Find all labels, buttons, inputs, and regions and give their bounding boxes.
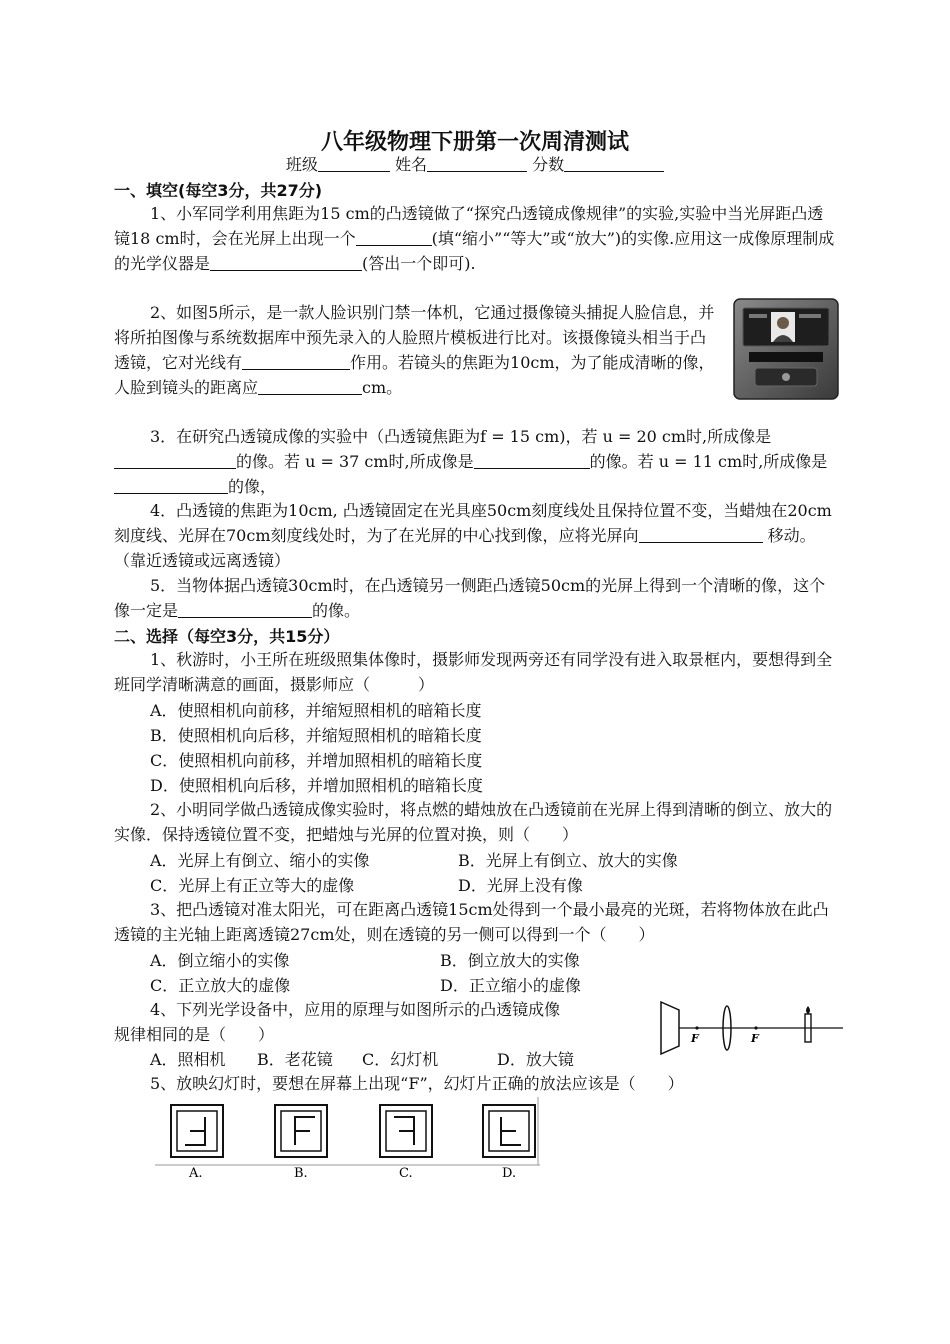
answer-blank	[210, 254, 362, 271]
choice-question-1: 1、秋游时，小王所在班级照集体像时，摄影师发现两旁还有同学没有进入取景框内，要想得到全班同学清晰满意的画面，摄影师应（ ）	[114, 650, 833, 694]
score-blank	[564, 155, 664, 172]
fill-question-3: 3．在研究凸透镜成像的实验中（凸透镜焦距为f = 15 cm)，若 u = 20 cm时,所成像是的像。若 u = 37 cm时,所成像是 的像。若 u = 11 cm时,所成像是的像，	[114, 424, 839, 499]
choice-label-d: D.	[502, 1166, 517, 1179]
student-info	[0, 152, 950, 175]
answer-blank	[356, 229, 432, 246]
answer-blank	[474, 452, 590, 469]
choice-label-b: B.	[294, 1166, 308, 1179]
answer-blank	[114, 477, 228, 494]
choice-label-c: C.	[399, 1166, 413, 1179]
fill-question-2: 2、如图5所示，是一款人脸识别门禁一体机，它通过摄像镜头捕捉人脸信息，并将所拍图像与系统数据库中预先录入的人脸照片模板进行比对。该摄像镜头相当于凸透镜，它对光线有 作用。若镜头的焦距为10cm，为了能成清晰的像，人脸到镜头的距离应 cm。	[114, 303, 715, 397]
choice-option-c: C．幻灯机	[362, 1050, 439, 1069]
choice-question-5: 5、放映幻灯时，要想在屏幕上出现“F”，幻灯片正确的放法应该是（ ）	[150, 1074, 684, 1093]
choice-option-b: B．光屏上有倒立、放大的实像	[458, 851, 678, 870]
fill-question-5: 5．当物体据凸透镜30cm时，在凸透镜另一侧距凸透镜50cm的光屏上得到一个清晰的像，这个像一定是 的像。	[114, 576, 826, 620]
choice-option-a: A．照相机	[150, 1050, 226, 1069]
section-choice-heading: 二、选择（每空3分，共15分）	[114, 627, 340, 646]
choice-label-a: A.	[189, 1166, 203, 1179]
choice-slide-a	[171, 1105, 223, 1157]
name-blank	[427, 155, 527, 172]
name-label: 姓名	[394, 155, 427, 174]
score-label: 分数	[532, 155, 565, 174]
choice-option-b: B．倒立放大的实像	[440, 951, 580, 970]
class-label: 班级	[285, 155, 318, 174]
focus-label-right: F	[751, 1032, 759, 1045]
choice-option-b: B．老花镜	[257, 1050, 333, 1069]
section-fill-in-heading: 一、填空(每空3分，共27分)	[114, 181, 323, 200]
choice-option-a: A．光屏上有倒立、缩小的实像	[150, 851, 370, 870]
choice-option-c: C．正立放大的虚像	[150, 976, 291, 995]
choice-question-4-stem-b: 规律相同的是（ ）	[114, 1025, 275, 1044]
choice-question-3: 3、把凸透镜对准太阳光，可在距离凸透镜15cm处得到一个最小最亮的光斑，若将物体放在此凸透镜的主光轴上距离透镜27cm处，则在透镜的另一侧可以得到一个（ ）	[114, 900, 829, 944]
choice-slide-b	[275, 1105, 327, 1157]
fill-question-1: 1、小军同学利用焦距为15 cm的凸透镜做了“探究凸透镜成像规律”的实验,实验中当光屏距凸透镜18 cm时，会在光屏上出现一个 (填“缩小”“等大”或“放大”)的实像.应用这一成像原理制成的光学仪器是 (答出一个即可).	[114, 204, 835, 273]
answer-blank	[242, 353, 350, 370]
choice-option-d: D．放大镜	[497, 1050, 574, 1069]
page-title: 八年级物理下册第一次周清测试	[320, 130, 629, 155]
choice-option-a: A．使照相机向前移，并缩短照相机的暗箱长度	[150, 701, 482, 720]
face-recognition-device-figure	[733, 298, 839, 400]
answer-blank	[639, 526, 763, 543]
class-blank	[318, 155, 390, 172]
focus-label-left: F	[691, 1032, 699, 1045]
slide-orientation-choices	[155, 1097, 540, 1179]
choice-option-d: D．正立缩小的虚像	[440, 976, 581, 995]
choice-option-c: C．光屏上有正立等大的虚像	[150, 876, 355, 895]
choice-option-a: A．倒立缩小的实像	[150, 951, 290, 970]
choice-slide-c	[380, 1105, 432, 1157]
choice-question-4-stem-a: 4、下列光学设备中，应用的原理与如图所示的凸透镜成像	[150, 1000, 561, 1019]
choice-option-c: C．使照相机向前移，并增加照相机的暗箱长度	[150, 751, 483, 770]
answer-blank	[258, 378, 362, 395]
choice-question-2: 2、小明同学做凸透镜成像实验时，将点燃的蜡烛放在凸透镜前在光屏上得到清晰的倒立、放大的实像．保持透镜位置不变，把蜡烛与光屏的位置对换，则（ ）	[114, 800, 833, 844]
fill-question-4: 4．凸透镜的焦距为10cm, 凸透镜固定在光具座50cm刻度线处且保持位置不变，当蜡烛在20cm刻度线、光屏在70cm刻度线处时，为了在光屏的中心找到像，应将光屏向 移动。（靠近透镜或远离透镜）	[114, 501, 832, 570]
choice-option-b: B．使照相机向后移，并缩短照相机的暗箱长度	[150, 726, 482, 745]
choice-option-d: D．光屏上没有像	[458, 876, 583, 895]
answer-blank	[178, 601, 312, 618]
choice-option-d: D．使照相机向后移，并增加照相机的暗箱长度	[150, 776, 483, 795]
answer-blank	[114, 452, 236, 469]
choice-slide-d	[483, 1105, 535, 1157]
lens-imaging-diagram	[655, 1000, 845, 1056]
